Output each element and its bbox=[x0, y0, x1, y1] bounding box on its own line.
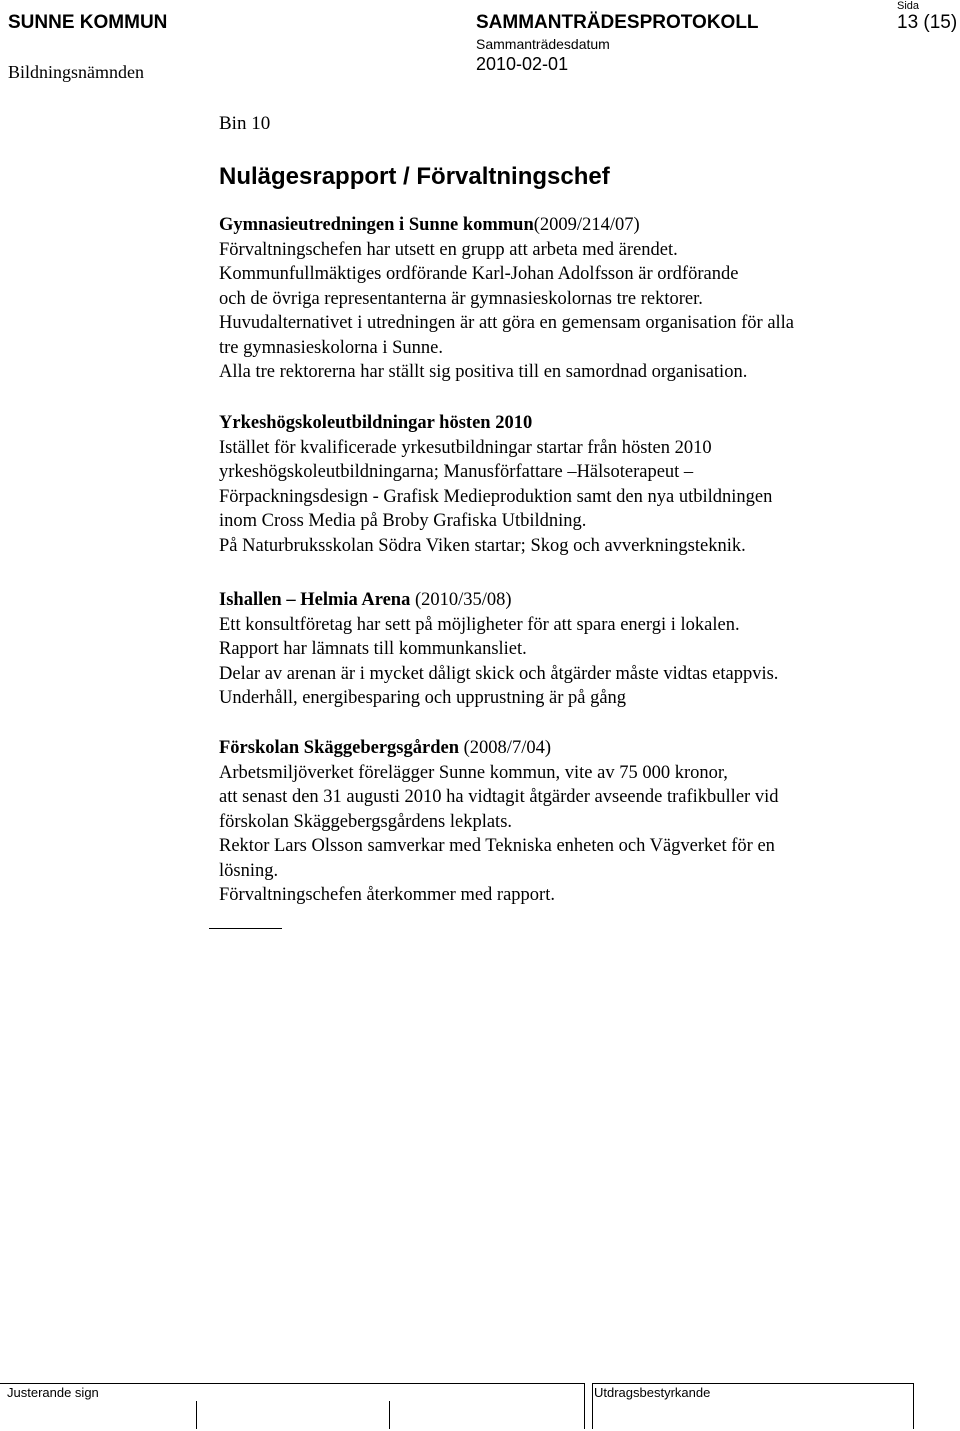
extract-box-edge bbox=[592, 1383, 593, 1429]
text-line: Kommunfullmäktiges ordförande Karl-Johan Adolfsson är ordförande bbox=[219, 264, 739, 284]
section-ishallen bbox=[219, 588, 778, 711]
text-line: yrkeshögskoleutbildningarna; Manusförfattare –Hälsoterapeut – bbox=[219, 462, 694, 482]
board-name: Bildningsnämnden bbox=[8, 62, 144, 82]
extract-label: Utdragsbestyrkande bbox=[594, 1385, 711, 1400]
text-line: Förvaltningschefen återkommer med rapport. bbox=[219, 885, 555, 905]
section-gymnasie bbox=[219, 213, 794, 385]
section-heading bbox=[219, 213, 794, 238]
sign-field-divider bbox=[196, 1401, 197, 1429]
section-heading bbox=[219, 736, 778, 761]
text-line: att senast den 31 augusti 2010 ha vidtagit åtgärder avseende trafikbuller vid bbox=[219, 787, 779, 807]
text-line: Delar av arenan är i mycket dåligt skick och åtgärder måste vidtas etappvis. bbox=[219, 663, 779, 684]
text-line: Förpackningsdesign - Grafisk Medieproduktion samt den nya utbildningen bbox=[219, 486, 773, 507]
text-line: tre gymnasieskolorna i Sunne. bbox=[219, 337, 444, 358]
text-line: Ett konsultföretag har sett på möjligheter för att spara energi i lokalen. bbox=[219, 614, 740, 635]
text-line: Alla tre rektorerna har ställt sig positiva till en samordnad organisation. bbox=[219, 362, 748, 382]
text-line: Rapport har lämnats till kommunkansliet. bbox=[219, 639, 527, 659]
sign-box-edge bbox=[584, 1383, 585, 1429]
section-yh bbox=[219, 411, 772, 558]
text-line: förskolan Skäggebergsgårdens lekplats. bbox=[219, 811, 513, 832]
heading-text: Ishallen – Helmia Arena bbox=[219, 590, 411, 610]
text-line: Arbetsmiljöverket förelägger Sunne kommun, vite av 75 000 kronor, bbox=[219, 762, 728, 783]
paragraph-number: Bin 10 bbox=[219, 113, 271, 134]
page-number: 13 (15) bbox=[897, 12, 958, 33]
extract-box-edge bbox=[913, 1383, 914, 1429]
text-line: Förvaltningschefen har utsett en grupp att arbeta med ärendet. bbox=[219, 239, 678, 260]
section-forskolan bbox=[219, 736, 778, 908]
case-reference: (2009/214/07) bbox=[533, 215, 640, 235]
page-label: Sida bbox=[897, 0, 920, 12]
sign-field-divider bbox=[389, 1401, 390, 1429]
end-separator bbox=[209, 928, 282, 929]
section-heading bbox=[219, 588, 778, 613]
sign-label: Justerande sign bbox=[7, 1385, 99, 1400]
text-line: lösning. bbox=[219, 860, 279, 881]
text-line: Istället för kvalificerade yrkesutbildningar startar från hösten 2010 bbox=[219, 437, 712, 458]
text-line: och de övriga representanterna är gymnasieskolornas tre rektorer. bbox=[219, 288, 703, 309]
text-line: inom Cross Media på Broby Grafiska Utbildning. bbox=[219, 511, 587, 531]
case-reference: (2010/35/08) bbox=[410, 590, 512, 610]
heading-text: Förskolan Skäggebergsgården bbox=[219, 738, 460, 758]
text-line: Rektor Lars Olsson samverkar med Tekniska enheten och Vägverket för en bbox=[219, 836, 775, 856]
document-type: SAMMANTRÄDESPROTOKOLL bbox=[476, 12, 759, 33]
text-line: På Naturbruksskolan Södra Viken startar; Skog och avverkningsteknik. bbox=[219, 535, 746, 556]
meeting-date-label: Sammanträdesdatum bbox=[476, 36, 610, 52]
text-line: Underhåll, energibesparing och upprustning är på gång bbox=[219, 688, 627, 708]
text-line: Huvudalternativet i utredningen är att göra en gemensam organisation för alla bbox=[219, 313, 795, 333]
municipality-name: SUNNE KOMMUN bbox=[8, 12, 168, 33]
case-reference: (2008/7/04) bbox=[459, 738, 551, 758]
page-title: Nulägesrapport / Förvaltningschef bbox=[219, 163, 610, 190]
signature-footer bbox=[0, 1383, 960, 1431]
meeting-date: 2010-02-01 bbox=[476, 54, 569, 74]
section-heading: Yrkeshögskoleutbildningar hösten 2010 bbox=[219, 413, 533, 433]
heading-text: Gymnasieutredningen i Sunne kommun bbox=[219, 215, 534, 235]
